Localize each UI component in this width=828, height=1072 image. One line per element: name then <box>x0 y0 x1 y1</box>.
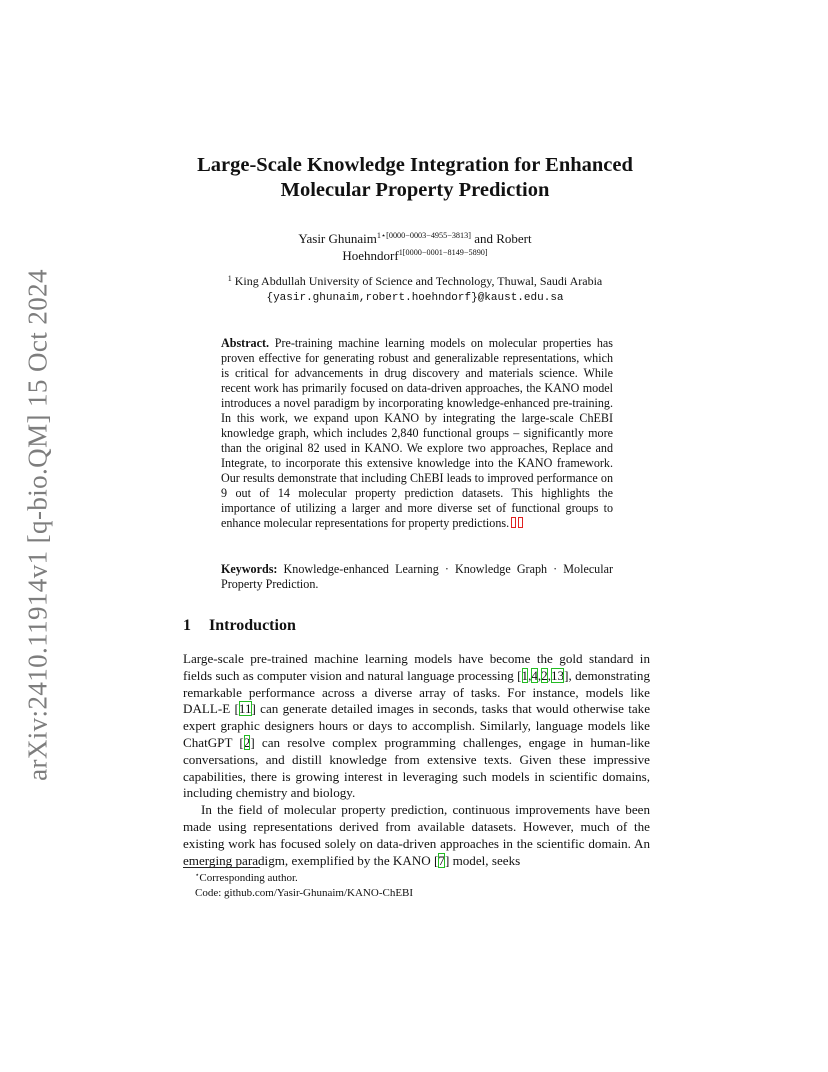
paragraph-2 <box>183 802 650 869</box>
affiliation-block <box>183 274 647 306</box>
email-address[interactable]: {yasir.ghunaim,robert.hoehndorf}@kaust.edu.sa <box>266 292 564 304</box>
author-list <box>183 230 647 264</box>
affiliation-institution: King Abdullah University of Science and Technology, Thuwal, Saudi Arabia <box>234 274 603 288</box>
abstract <box>221 336 613 531</box>
citation-link[interactable]: 11 <box>238 701 252 717</box>
footnotes <box>195 871 413 901</box>
author-conjunction: and Robert <box>470 231 532 246</box>
arxiv-sidebar-identifier: arXiv:2410.11914v1 [q-bio.QM] 15 Oct 2024 <box>22 269 53 781</box>
footnote-code[interactable]: Code: github.com/Yasir-Ghunaim/KANO-ChEBI <box>195 887 414 899</box>
author-line-1 <box>183 230 647 247</box>
citation-link[interactable]: 4 <box>531 667 538 683</box>
abstract-text: Pre-training machine learning models on molecular properties has proven effective for generating robust and generalizable representations, which is critical for advancements in drug discovery and materials science. While recent work has primarily focused on data-driven approaches, the KANO model introduces a novel paradigm by incorporating knowledge-enhanced pre-training. In this work, we expand upon KANO by integrating the large-scale ChEBI knowledge graph, which includes 2,840 functional groups – significantly more than the original 82 used in KANO. We explore two approaches, Replace and Integrate, to incorporate this extensive knowledge into the KANO framework. Our results demonstrate that including ChEBI leads to improved performance on 9 out of 14 molecular property prediction datasets. This highlights the importance of utilizing a larger and more diverse set of functional groups to enhance molecular representations for property predictions. <box>221 336 613 530</box>
keywords <box>221 562 613 592</box>
author-1-orcid: 1⋆[0000−0003−4955−3813] <box>376 231 471 240</box>
affiliation-line <box>183 274 647 289</box>
author-2-name: Hoehndorf <box>342 248 399 263</box>
text-run: ] can resolve complex programming challenges, engage in human-like conversations, and distill knowledge from extensive texts. Given these impressive capabilities, there is growing interest in leveraging such models in scientific domains, including chemistry and biology. <box>183 734 650 801</box>
footnote-text: Corresponding author. <box>199 872 298 884</box>
section-number: 1 <box>183 617 191 634</box>
footnote-link-marker-2[interactable] <box>518 517 523 528</box>
author-line-2 <box>183 247 647 264</box>
text-run: ] model, seeks <box>444 852 521 868</box>
paper-title <box>183 153 647 203</box>
section-heading-introduction <box>183 617 296 635</box>
text-run: ], demonstrating remarkable performance across a diverse array of tasks. For instance, models like DALL-E [ <box>183 667 650 717</box>
citation-link[interactable]: 2 <box>243 734 251 750</box>
abstract-label: Abstract. <box>221 336 270 350</box>
citation-link[interactable]: 7 <box>438 852 445 868</box>
footnote-corresponding <box>195 871 413 886</box>
footnote-divider <box>183 867 260 868</box>
title-line-2: Molecular Property Prediction <box>280 179 550 201</box>
text-run: ] can generate detailed images in seconds, tasks that would otherwise take expert graphic designers hours or days to accomplish. Similarly, language models like ChatGPT [ <box>183 701 651 750</box>
author-emails[interactable] <box>183 289 647 306</box>
introduction-body <box>183 651 650 869</box>
footnote-marker: ⋆ <box>195 871 200 879</box>
author-1-name: Yasir Ghunaim <box>298 231 377 246</box>
author-2-orcid: 1[0000−0001−8149−5890] <box>398 248 488 257</box>
affiliation-marker: 1 <box>227 274 232 283</box>
text-run: In the field of molecular property prediction, continuous improvements have been made using representations derived from available datasets. However, much of the existing work has focused solely on data-driven approaches in the scientific domain. An emerging paradigm, exemplified by the KANO [ <box>183 802 650 868</box>
title-line-1: Large-Scale Knowledge Integration for Enhanced <box>197 154 633 176</box>
footnote-link-marker[interactable] <box>511 517 516 528</box>
keywords-text: Knowledge-enhanced Learning · Knowledge Graph · Molecular Property Prediction. <box>221 562 613 591</box>
citation-link[interactable]: 13 <box>551 667 565 683</box>
paragraph-1: Large-scale pre-trained machine learning models have become the gold standard in fields such as computer vision and natural language processing [1,4,2,13], demonstrating remarkable performance across a diverse array of tasks. For instance, models like DALL-E [11] can generate detailed images in seconds, tasks that would otherwise take expert graphic designers hours or days to accomplish. Similarly, language models like ChatGPT [2] can resolve complex programming challenges, engage in human-like conversations, and distill knowledge from extensive texts. Given these impressive capabilities, there is growing interest in leveraging such models in scientific domains, including chemistry and biology. <box>183 651 651 801</box>
citation-link[interactable]: 1 <box>521 667 529 683</box>
citation-link[interactable]: 2 <box>541 667 548 683</box>
text-run: Large-scale pre-trained machine learning models have become the gold standard in fields such as computer vision and natural language processing [ <box>183 651 650 683</box>
section-title: Introduction <box>209 617 296 634</box>
keywords-label: Keywords: <box>221 562 278 576</box>
